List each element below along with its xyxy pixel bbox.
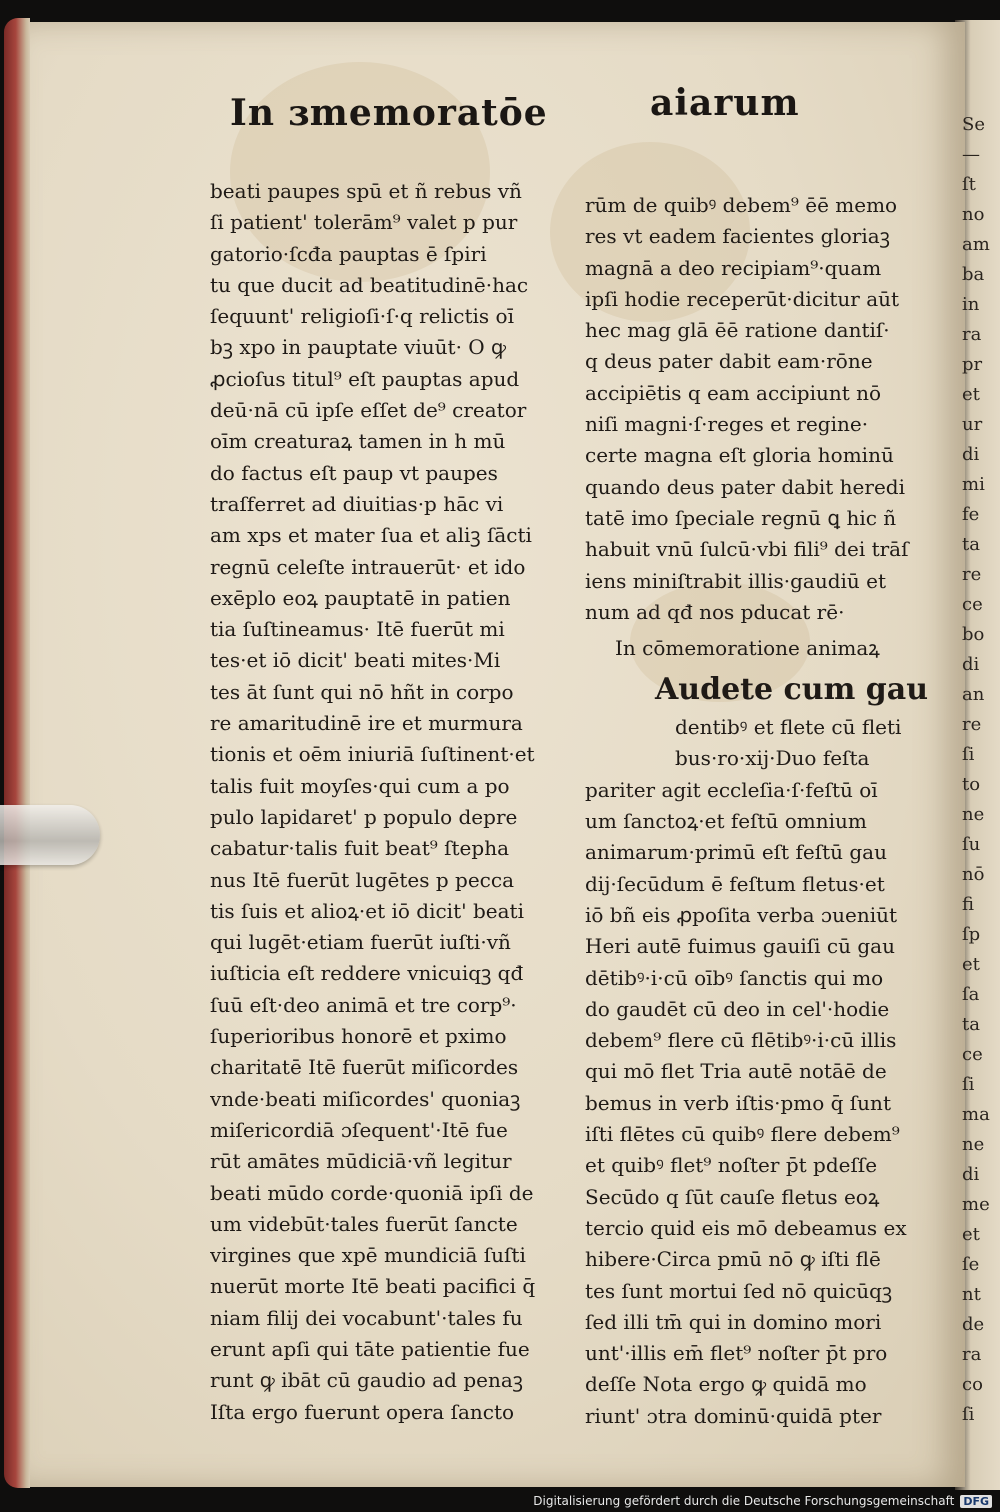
text-line: bus·ro·xij·Duo feſta <box>675 746 870 771</box>
facing-page-fragment: pr <box>962 354 983 375</box>
text-line: res vt eadem facientes gloriaꝫ <box>585 224 890 249</box>
text-line: tia ſuſtineamus· Itē fuerūt mi <box>210 617 505 642</box>
text-line: um videbūt·tales fuerūt ſancte <box>210 1211 518 1236</box>
left-text-column <box>210 176 545 1428</box>
text-line: hec mag glā ēē ratione dantiſ· <box>585 318 890 343</box>
text-line: do factus eſt paup vt paupes <box>210 460 498 485</box>
facing-page-fragment: nt <box>962 1284 981 1305</box>
facing-page-fragment: re <box>962 564 982 585</box>
text-line: am xps et mater ſua et aliꝫ ſācti <box>210 523 532 548</box>
text-line: tes āt ſunt qui nō hñt in corpo <box>210 679 514 704</box>
text-line: num ad qđ nos pducat rē· <box>585 599 845 624</box>
text-line: beati paupes spū et ñ rebus vñ <box>210 179 522 203</box>
facing-page-fragment: de <box>962 1314 985 1335</box>
facing-page-fragments <box>962 110 1000 1470</box>
text-line: iens miniſtrabit illis·gaudiū et <box>585 568 887 593</box>
text-line: ipſi hodie receperūt·dicitur aūt <box>585 286 900 311</box>
text-line: talis fuit moyſes·qui cum a po <box>210 773 510 798</box>
facing-page-fragment: ſp <box>962 924 981 945</box>
text-line: runt ꝙ ibāt cū gaudio ad penaꝫ <box>210 1368 524 1393</box>
facing-page-fragment: ne <box>962 804 985 825</box>
facing-page-fragment: re <box>962 714 982 735</box>
facing-page-fragment: mi <box>962 474 985 495</box>
text-line: um ſanctoꝝ·et feſtū omnium <box>585 809 867 834</box>
facing-page-fragment: ce <box>962 1044 983 1065</box>
text-line: dij·ſecūdum ē feſtum fletus·et <box>585 871 885 896</box>
section-rubric: In cōmemoratione animaꝝ <box>615 636 880 661</box>
facing-page-fragment: ra <box>962 1344 982 1365</box>
text-line: ſequunt' religioſi·ſ·q relictis oī <box>210 304 514 329</box>
text-line: dentibꝰ et flete cū fleti <box>675 715 902 740</box>
text-line: bꝫ xpo in pauptate viuūt· O ꝙ <box>210 335 507 360</box>
text-line: Secūdo q ſūt cauſe fletus eoꝝ <box>585 1184 880 1209</box>
facing-page-fragment: ſi <box>962 1074 975 1095</box>
text-line: traſferret ad diuitias·p hāc vi <box>210 491 504 516</box>
facing-page-fragment: ſt <box>962 174 976 195</box>
facing-page-fragment: — <box>962 144 980 165</box>
facing-page-fragment: di <box>962 444 980 465</box>
text-line: pulo lapidaret' p populo depre <box>210 804 518 829</box>
text-line: gatorio·ſcđa pauptas ē ſpiri <box>210 241 487 266</box>
text-line: accipiētis q eam accipiunt nō <box>585 380 882 405</box>
text-line: qui lugēt·etiam fuerūt iuſti·vñ <box>210 930 511 955</box>
text-line: unt'·illis em̄ flet⁹ noſter p̄t pro <box>585 1341 888 1366</box>
facing-page-fragment: bo <box>962 624 985 645</box>
text-line: virgines que xpē mundiciā ſuſti <box>210 1243 526 1268</box>
text-line: ſi patient' tolerām⁹ valet p pur <box>210 210 518 235</box>
text-line: q deus pater dabit eam·rōne <box>585 349 873 374</box>
running-header-left: In ɜmemoratōe <box>230 92 548 134</box>
decorated-incipit: Audete cum gau <box>655 672 929 708</box>
facing-page-fragment: in <box>962 294 980 315</box>
text-line: charitatē Itē fuerūt miſicordes <box>210 1055 519 1080</box>
text-line: Iſta ergo fuerunt opera ſancto <box>210 1399 515 1424</box>
text-line: tatē imo ſpeciale regnū ꝗ hic ñ <box>585 505 897 530</box>
facing-page-fragment: ur <box>962 414 983 435</box>
text-line: certe magna eſt gloria hominū <box>585 443 894 468</box>
text-line: iſti flētes cū quibꝰ flere debem⁹ <box>585 1122 900 1147</box>
text-line: niſi magni·ſ·reges et regine· <box>585 412 869 437</box>
text-line: tes·et iō dicit' beati mites·Mi <box>210 648 501 673</box>
facing-page-fragment: ſa <box>962 984 980 1005</box>
text-line: niam filij dei vocabunt'·tales fu <box>210 1305 523 1330</box>
text-line: magnā a deo recipiam⁹·quam <box>585 255 882 280</box>
text-line: hibere·Circa pmū nō ꝙ iſti flē <box>585 1247 881 1272</box>
facing-page-fragment: ſi <box>962 744 975 765</box>
text-line: beati mūdo corde·quoniā ipſi de <box>210 1180 534 1205</box>
text-line: re amaritudinē ire et murmura <box>210 711 523 736</box>
text-line: tis ſuis et alioꝝ·et iō dicit' beati <box>210 898 524 923</box>
facing-page-fragment: an <box>962 684 985 705</box>
facing-page-fragment: to <box>962 774 981 795</box>
text-line: do gaudēt cū deo in cel'·hodie <box>585 996 890 1021</box>
text-line: cabatur·talis fuit beat⁹ ſtepha <box>210 836 509 861</box>
text-line: erunt apſi qui tāte patientie fue <box>210 1336 530 1361</box>
text-line: deſſe Nota ergo ꝙ quidā mo <box>585 1372 867 1397</box>
text-line: tercio quid eis mō debeamus ex <box>585 1215 907 1240</box>
facing-page-fragment: fe <box>962 504 980 525</box>
facing-page-fragment: ſi <box>962 1404 975 1425</box>
facing-page-fragment: me <box>962 1194 990 1215</box>
text-line: rūt amātes mūdiciā·vñ legitur <box>210 1149 512 1174</box>
text-line: tu que ducit ad beatitudinē·hac <box>210 272 529 297</box>
facing-page-fragment: no <box>962 204 985 225</box>
running-header-right: aiarum <box>650 82 800 124</box>
facing-page-fragment: ce <box>962 594 983 615</box>
facing-page-fragment: ta <box>962 534 980 555</box>
funding-credit: Digitalisierung gefördert durch die Deutsche Forschungsgemeinschaft <box>533 1494 955 1508</box>
facing-page-fragment: fi <box>962 894 975 915</box>
text-line: ſed illi tm̄ qui in domino mori <box>585 1309 882 1334</box>
digitization-footer <box>533 1494 992 1508</box>
facing-page-fragment: et <box>962 384 980 405</box>
text-line: debem⁹ flere cū flētibꝰ·i·cū illis <box>585 1028 897 1053</box>
text-line: nus Itē fuerūt lugētes p pecca <box>210 867 515 892</box>
text-line: riunt' ɔtra dominū·quidā pter <box>585 1403 882 1428</box>
facing-page-fragment: co <box>962 1374 983 1395</box>
facing-page-fragment: nō <box>962 864 985 885</box>
text-line: rūm de quibꝰ debem⁹ ēē memo <box>585 193 898 217</box>
facing-page-fragment: di <box>962 654 980 675</box>
facing-page-fragment: ſu <box>962 834 981 855</box>
text-line: qui mō flet Tria autē notāē de <box>585 1059 887 1084</box>
text-line: oīm creaturaꝝ tamen in h mū <box>210 429 506 454</box>
text-line: iuſticia eſt reddere vnicuiqꝫ qđ <box>210 961 524 986</box>
text-line: Heri autē fuimus gauiſi cū gau <box>585 934 895 959</box>
facing-page-fragment: ra <box>962 324 982 345</box>
page-red-edge <box>4 18 30 1488</box>
text-line: et quibꝰ flet⁹ noſter p̄t pdeſſe <box>585 1153 878 1178</box>
facing-page-fragment: am <box>962 234 990 255</box>
text-line: pariter agit eccleſia·ſ·feſtū oī <box>585 777 878 802</box>
text-line: vnde·beati miſicordes' quoniaꝫ <box>210 1086 521 1111</box>
facing-page-fragment: di <box>962 1164 980 1185</box>
text-line: bemus in verb iſtis·pmo q̄ ſunt <box>585 1090 891 1115</box>
facing-page-fragment: ma <box>962 1104 990 1125</box>
text-line: animarum·primū eſt feſtū gau <box>585 840 887 865</box>
facing-page-fragment: et <box>962 1224 980 1245</box>
text-line: ſuperioribus honorē et pximo <box>210 1024 507 1049</box>
dfg-logo: DFG <box>960 1495 992 1508</box>
text-line: deū·nā cū ipſe eſſet de⁹ creator <box>210 398 527 423</box>
text-line: dētibꝰ·i·cū oībꝰ ſanctis qui mo <box>585 965 884 990</box>
facing-page-fragment: ne <box>962 1134 985 1155</box>
text-line: regnū celeſte intrauerūt· et ido <box>210 554 526 579</box>
text-line: nuerūt morte Itē beati pacifici q̄ <box>210 1274 536 1299</box>
text-line: tes ſunt mortui ſed nō quicūqꝫ <box>585 1278 893 1303</box>
text-line: exēplo eoꝝ pauptatē in patien <box>210 585 511 610</box>
facing-page-fragment: et <box>962 954 980 975</box>
text-line: iō bñ eis ꝓpoſita verba ɔueniūt <box>585 902 898 927</box>
facing-page-fragment: Se <box>962 114 985 135</box>
text-line: quando deus pater dabit heredi <box>585 474 905 499</box>
text-line: ſuū eſt·deo animā et tre corp⁹· <box>210 992 517 1017</box>
text-line: miſericordiā ɔſequent'·Itē fue <box>210 1117 508 1142</box>
text-line: ꝓcioſus titul⁹ eſt pauptas apud <box>210 366 520 391</box>
text-line: habuit vnū ſulcū·vbi fili⁹ dei trāſ <box>585 537 909 562</box>
facing-page-fragment: ta <box>962 1014 980 1035</box>
text-line: tionis et oēm iniuriā ſuſtinent·et <box>210 742 535 767</box>
facing-page-fragment: ba <box>962 264 985 285</box>
facing-page-fragment: ſe <box>962 1254 980 1275</box>
bookmark-clip <box>0 805 100 865</box>
right-text-column <box>585 190 929 1432</box>
